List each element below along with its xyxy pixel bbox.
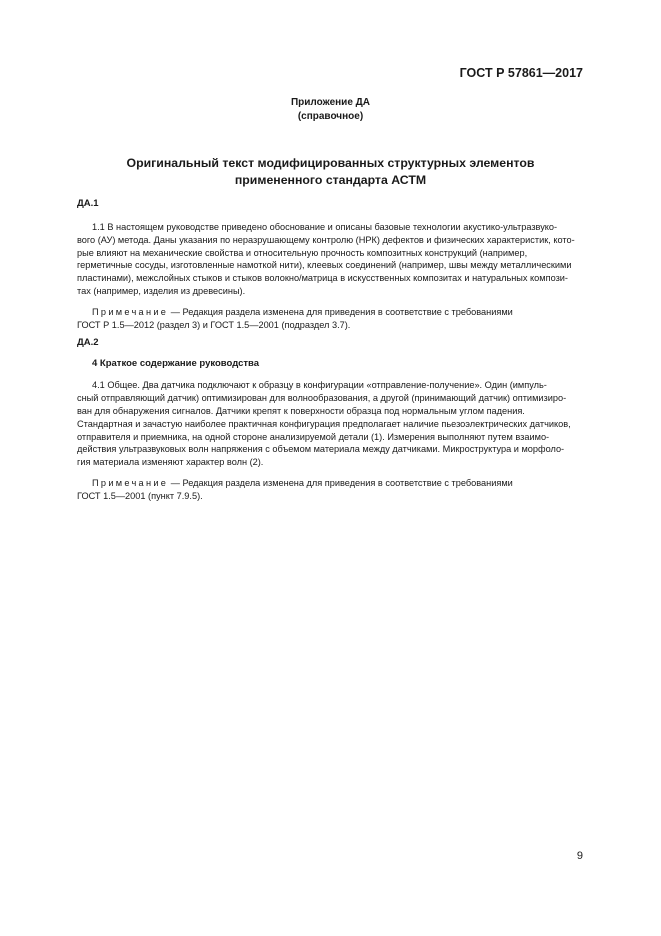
- paragraph-line: герметичные сосуды, изготовленные намоткой нити), клеевых соединений (например, швы между металлическими: [77, 260, 572, 271]
- paragraph-line: сный отправляющий датчик) оптимизирован для волнообразования, а другой (принимающий датчик) оптимизиро-: [77, 393, 567, 404]
- paragraph-line: отправителя и приемника, на одной стороне анализируемой детали (1). Измерения выполняют путем взаимо-: [77, 431, 550, 442]
- appendix-kind: (справочное): [297, 111, 364, 122]
- appendix-heading: [0, 96, 661, 124]
- page-number: 9: [576, 850, 583, 862]
- section-heading-da1: ДА.1: [77, 198, 99, 209]
- paragraph-line: 1.1 В настоящем руководстве приведено обоснование и описаны базовые технологии акустико-ультразвуко-: [92, 222, 558, 232]
- appendix-label: Приложение ДА: [290, 97, 371, 108]
- section-heading-da2: ДА.2: [77, 337, 99, 349]
- paragraph-line: ван для обнаружения сигналов. Датчики крепят к поверхности образца под нормальным углом падения.: [77, 405, 525, 416]
- note-line: [77, 477, 584, 490]
- note-line: ГОСТ Р 1.5—2012 (раздел 3) и ГОСТ 1.5—2001 (подраздел 3.7).: [77, 319, 351, 330]
- paragraph-4-1: [77, 379, 584, 469]
- paragraph-line: вого (АУ) метода. Даны указания по неразрушающему контролю (НРК) дефектов и физических характеристик, кото-: [77, 234, 575, 245]
- document-title-line-2: примененного стандарта АСТМ: [234, 173, 427, 187]
- paragraph-line: тах (например, изделия из древесины).: [77, 285, 246, 296]
- note-lead: Примечание: [92, 306, 169, 317]
- paragraph-line: пластинами), межслойных стыков и стыков волокно/матрица в искусственных композитах и натуральных компози-: [77, 273, 568, 284]
- paragraph-line: рые влияют на механические свойства и относительную прочность композитных конструкций (например,: [77, 247, 528, 258]
- note-lead: Примечание: [92, 477, 169, 488]
- document-title-line-1: Оригинальный текст модифицированных структурных элементов: [126, 156, 535, 170]
- note-text: — Редакция раздела изменена для приведения в соответствие с требованиями: [170, 477, 513, 488]
- paragraph-line: Стандартная и зачастую наиболее практичная конфигурация предполагает наличие пьезоэлектрических датчиков,: [77, 418, 571, 429]
- note-line: ГОСТ 1.5—2001 (пункт 7.9.5).: [77, 490, 203, 501]
- note-line: [77, 306, 584, 319]
- document-title: [0, 155, 661, 189]
- note-da1: [77, 306, 584, 332]
- standard-code: ГОСТ Р 57861—2017: [459, 66, 583, 80]
- paragraph-line: гия материала изменяют характер волн (2).: [77, 457, 264, 468]
- paragraph-line: действия ультразвуковых волн напряжения с объемом материала между датчиками. Микроструктура и морфоло-: [77, 444, 565, 455]
- subsection-heading: 4 Краткое содержание руководства: [92, 358, 260, 370]
- note-da2: [77, 477, 584, 503]
- paragraph-1-1: [77, 221, 584, 298]
- note-text: — Редакция раздела изменена для приведения в соответствие с требованиями: [170, 306, 513, 317]
- document-body: [77, 198, 584, 503]
- paragraph-line: 4.1 Общее. Два датчика подключают к образцу в конфигурации «отправление-получение». Один (импуль-: [92, 380, 547, 391]
